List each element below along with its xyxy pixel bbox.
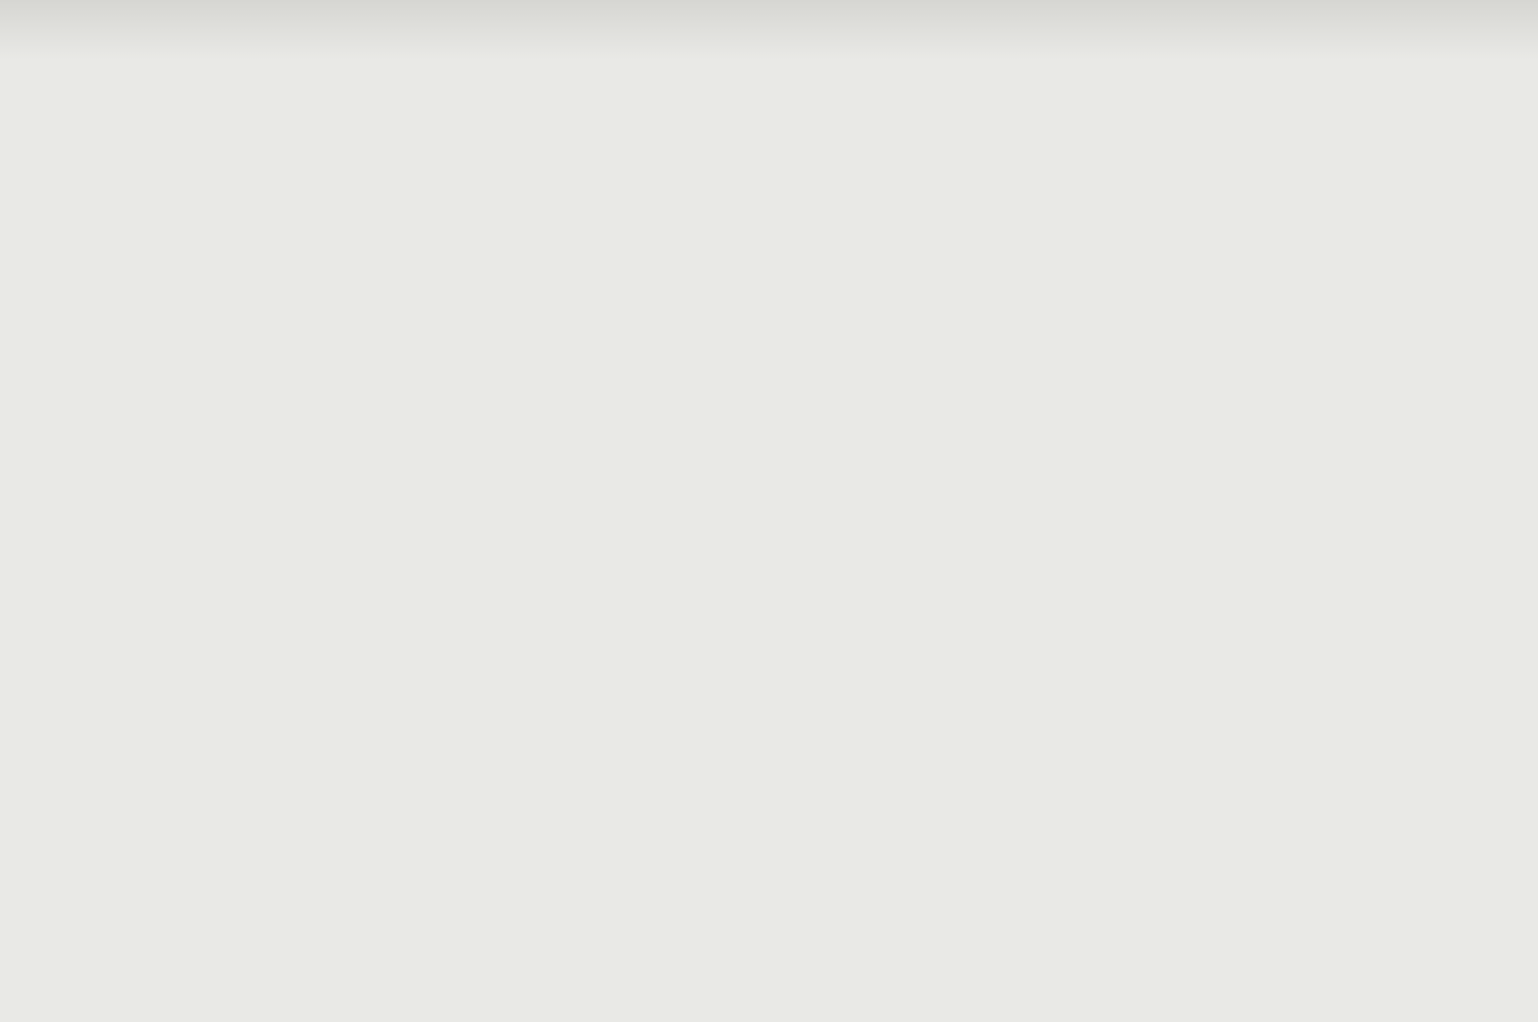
scan-shadow [0,0,1538,60]
